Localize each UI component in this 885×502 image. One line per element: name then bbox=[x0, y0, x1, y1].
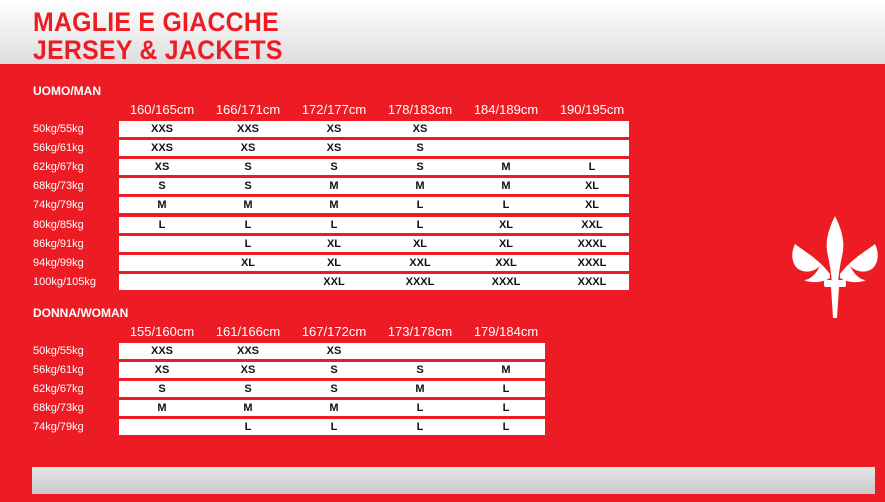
size-cell: XL bbox=[584, 199, 600, 212]
size-cell: M bbox=[415, 180, 425, 193]
height-column-header: 173/178cm bbox=[387, 324, 453, 339]
size-cell bbox=[119, 419, 205, 435]
size-cell: XXXL bbox=[577, 237, 607, 250]
size-cell: XS bbox=[326, 142, 342, 155]
size-cell bbox=[119, 274, 205, 290]
size-cell: XL bbox=[326, 256, 342, 269]
men-section-label: UOMO/MAN bbox=[33, 84, 101, 98]
size-cell: XS bbox=[154, 161, 170, 174]
table-row bbox=[119, 178, 629, 194]
size-cell: L bbox=[158, 218, 166, 231]
size-cell: XS bbox=[326, 123, 342, 135]
size-cell: XL bbox=[584, 180, 600, 193]
size-cell: M bbox=[329, 199, 339, 212]
size-cell bbox=[119, 255, 205, 271]
size-cell: S bbox=[158, 180, 166, 193]
size-cell bbox=[463, 343, 549, 359]
header-banner bbox=[0, 0, 885, 64]
table-row bbox=[119, 217, 629, 233]
size-cell: XXXL bbox=[577, 256, 607, 269]
size-cell: XS bbox=[326, 345, 342, 357]
weight-row-label: 86kg/91kg bbox=[33, 237, 84, 250]
table-row bbox=[119, 255, 629, 271]
size-cell: S bbox=[330, 161, 338, 174]
size-cell: L bbox=[244, 237, 252, 250]
size-cell: L bbox=[330, 218, 338, 231]
size-cell: XL bbox=[240, 256, 256, 269]
size-cell: M bbox=[501, 180, 511, 193]
size-cell: M bbox=[243, 199, 253, 212]
title-italian: MAGLIE E GIACCHE bbox=[33, 7, 279, 37]
title-english: JERSEY & JACKETS bbox=[33, 35, 283, 65]
size-cell: S bbox=[244, 383, 252, 395]
size-cell bbox=[549, 140, 635, 156]
height-column-header: 167/172cm bbox=[301, 324, 367, 339]
size-cell: S bbox=[416, 142, 424, 155]
fleur-de-lis-icon bbox=[790, 214, 880, 318]
weight-row-label: 50kg/55kg bbox=[33, 123, 84, 135]
women-section-label: DONNA/WOMAN bbox=[33, 306, 129, 320]
size-cell: M bbox=[415, 383, 425, 395]
size-cell: M bbox=[329, 402, 339, 414]
size-cell: M bbox=[501, 364, 511, 376]
size-cell: L bbox=[502, 199, 510, 212]
size-cell: S bbox=[158, 383, 166, 395]
table-row bbox=[119, 381, 545, 397]
size-cell: XXXL bbox=[577, 275, 607, 288]
size-cell: M bbox=[243, 402, 253, 414]
size-cell: XS bbox=[240, 142, 256, 155]
table-row bbox=[119, 419, 545, 435]
weight-row-label: 56kg/61kg bbox=[33, 364, 84, 376]
size-cell: M bbox=[157, 199, 167, 212]
size-cell: XS bbox=[240, 364, 256, 376]
height-column-header: 161/166cm bbox=[215, 324, 281, 339]
size-cell bbox=[463, 140, 549, 156]
size-cell: XXL bbox=[323, 275, 345, 288]
table-row bbox=[119, 343, 545, 359]
size-cell: XXXL bbox=[405, 275, 435, 288]
size-cell: XXS bbox=[150, 123, 173, 135]
size-cell bbox=[463, 121, 549, 137]
size-cell: L bbox=[502, 402, 510, 414]
weight-row-label: 74kg/79kg bbox=[33, 421, 84, 433]
size-cell: XL bbox=[498, 218, 514, 231]
size-cell: M bbox=[501, 161, 511, 174]
size-cell: L bbox=[416, 402, 424, 414]
size-cell: S bbox=[330, 383, 338, 395]
size-cell bbox=[119, 236, 205, 252]
table-row bbox=[119, 121, 629, 137]
size-cell: XXXL bbox=[491, 275, 521, 288]
size-cell bbox=[549, 121, 635, 137]
weight-row-label: 74kg/79kg bbox=[33, 199, 84, 212]
size-cell: S bbox=[416, 161, 424, 174]
size-cell: L bbox=[502, 421, 510, 433]
height-column-header: 184/189cm bbox=[473, 102, 539, 117]
height-column-header: 160/165cm bbox=[129, 102, 195, 117]
weight-row-label: 100kg/105kg bbox=[33, 275, 96, 288]
table-row bbox=[119, 140, 629, 156]
size-cell bbox=[205, 274, 291, 290]
size-cell: XL bbox=[326, 237, 342, 250]
size-cell: L bbox=[244, 421, 252, 433]
size-cell: M bbox=[329, 180, 339, 193]
size-cell: L bbox=[330, 421, 338, 433]
table-row bbox=[119, 274, 629, 290]
size-cell: XXS bbox=[236, 345, 259, 357]
table-row bbox=[119, 159, 629, 175]
height-column-header: 179/184cm bbox=[473, 324, 539, 339]
weight-row-label: 62kg/67kg bbox=[33, 161, 84, 174]
size-cell: L bbox=[416, 199, 424, 212]
table-row bbox=[119, 362, 545, 378]
weight-row-label: 80kg/85kg bbox=[33, 218, 84, 231]
weight-row-label: 56kg/61kg bbox=[33, 142, 84, 155]
weight-row-label: 68kg/73kg bbox=[33, 180, 84, 193]
size-cell: L bbox=[502, 383, 510, 395]
size-cell: S bbox=[244, 161, 252, 174]
size-cell: XL bbox=[412, 237, 428, 250]
size-cell: XXL bbox=[495, 256, 517, 269]
height-column-header: 172/177cm bbox=[301, 102, 367, 117]
weight-row-label: 62kg/67kg bbox=[33, 383, 84, 395]
size-cell: L bbox=[244, 218, 252, 231]
size-cell: L bbox=[416, 218, 424, 231]
table-row bbox=[119, 400, 545, 416]
size-cell: S bbox=[330, 364, 338, 376]
size-cell: XXS bbox=[236, 123, 259, 135]
weight-row-label: 94kg/99kg bbox=[33, 256, 84, 269]
size-cell bbox=[377, 343, 463, 359]
table-row bbox=[119, 236, 629, 252]
weight-row-label: 50kg/55kg bbox=[33, 345, 84, 357]
size-cell: XXL bbox=[581, 218, 603, 231]
size-cell: XL bbox=[498, 237, 514, 250]
size-cell: XS bbox=[154, 364, 170, 376]
size-cell: XXL bbox=[409, 256, 431, 269]
size-cell: S bbox=[244, 180, 252, 193]
size-cell: S bbox=[416, 364, 424, 376]
height-column-header: 190/195cm bbox=[559, 102, 625, 117]
size-cell: XXS bbox=[150, 142, 173, 155]
table-row bbox=[119, 197, 629, 213]
size-cell: L bbox=[416, 421, 424, 433]
weight-row-label: 68kg/73kg bbox=[33, 402, 84, 414]
footer-bar bbox=[32, 467, 875, 494]
height-column-header: 166/171cm bbox=[215, 102, 281, 117]
size-cell: L bbox=[588, 161, 596, 174]
size-cell: M bbox=[157, 402, 167, 414]
height-column-header: 178/183cm bbox=[387, 102, 453, 117]
size-cell: XXS bbox=[150, 345, 173, 357]
size-cell: XS bbox=[412, 123, 428, 135]
height-column-header: 155/160cm bbox=[129, 324, 195, 339]
